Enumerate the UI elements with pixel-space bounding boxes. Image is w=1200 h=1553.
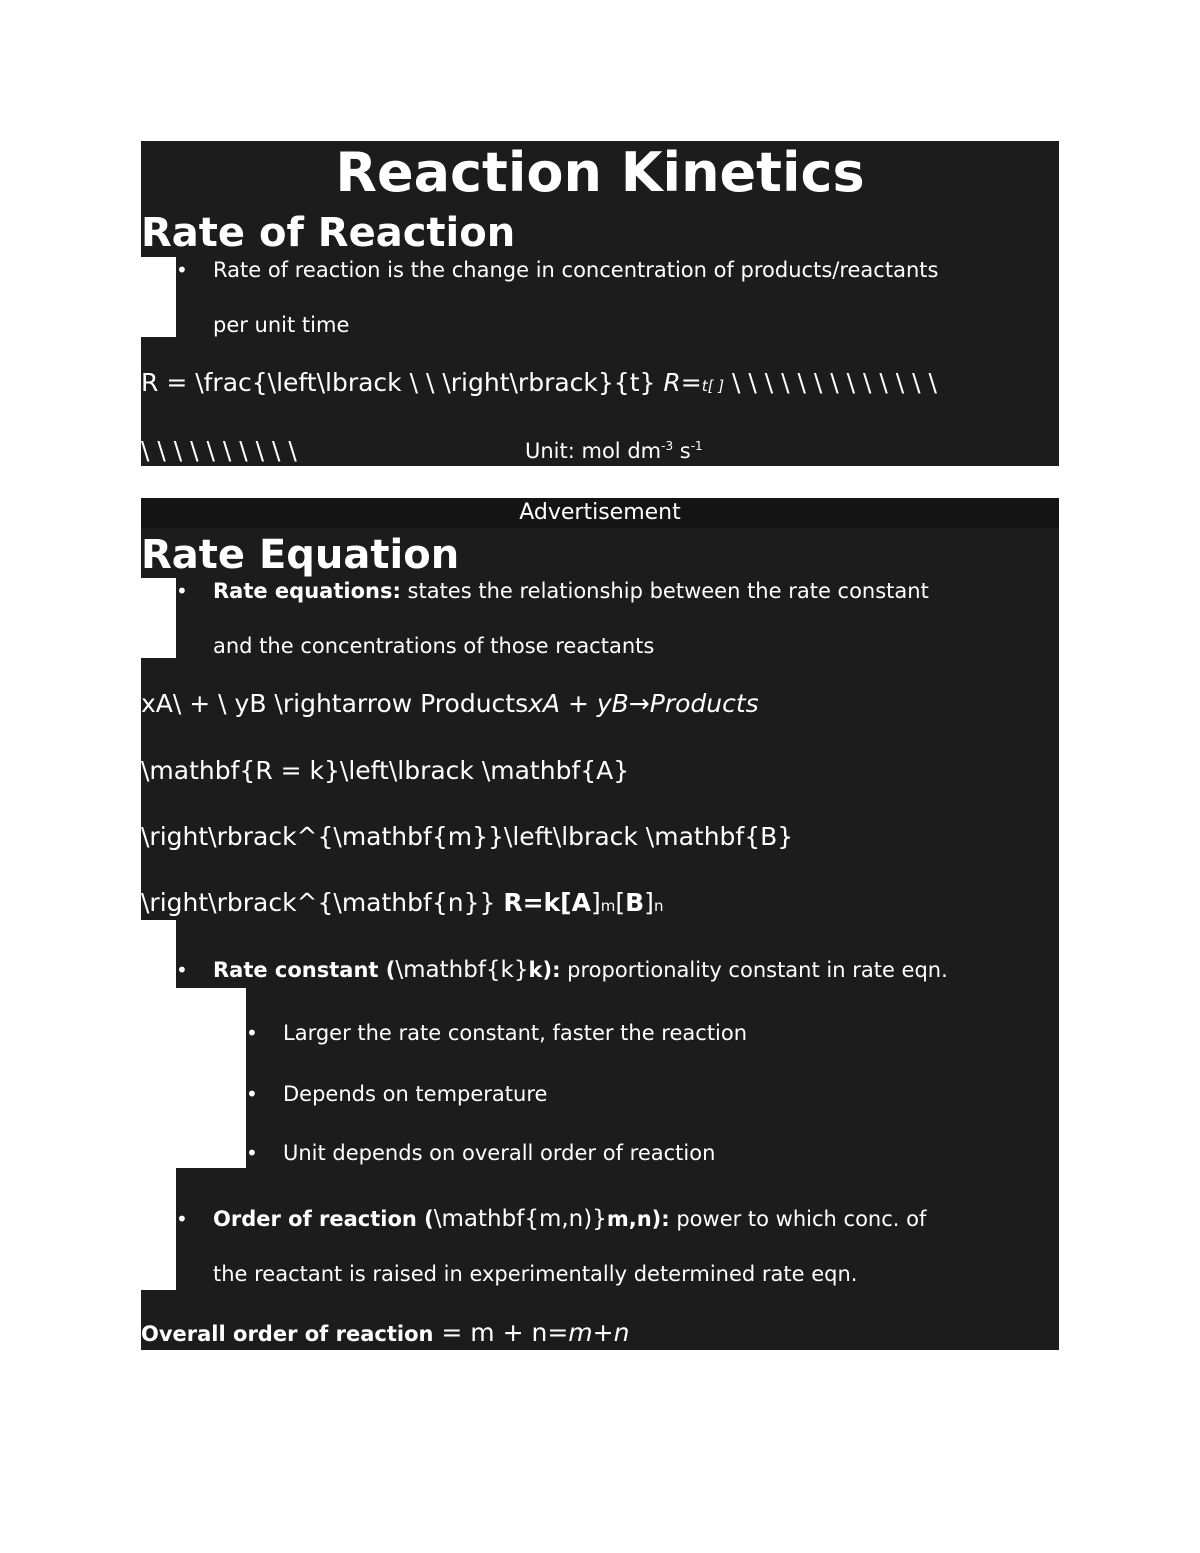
term-order: Order of reaction (	[213, 1207, 434, 1231]
indent-block	[141, 920, 176, 988]
bullet-rate-line2: per unit time	[213, 313, 350, 337]
rate-law-bracket2: [	[615, 888, 626, 917]
bullet-icon: •	[246, 1082, 258, 1106]
def-order: power to which conc. of	[669, 1207, 927, 1231]
reaction-equation-raw: xA\ + \ yB \rightarrow Products	[141, 689, 529, 718]
rate-law-bracket: ]	[590, 888, 601, 917]
rate-law-R: R=k[	[503, 888, 572, 917]
term-rate-constant-k: k):	[528, 958, 561, 982]
bullet-icon: •	[176, 1207, 188, 1231]
reaction-equation-rendered: xA + yB→Products	[528, 689, 759, 718]
indent-block	[141, 578, 176, 658]
indent-block	[141, 257, 176, 337]
rate-constant-raw: \mathbf{k}	[395, 957, 529, 983]
rate-law-n: n	[653, 897, 664, 915]
bullet-rate-constant	[213, 956, 948, 984]
bullet-icon: •	[246, 1141, 258, 1165]
unit-s: s	[673, 439, 691, 463]
section-rate-equation	[141, 498, 1059, 1350]
bullet-icon: •	[176, 258, 188, 282]
reaction-equation	[141, 688, 759, 720]
term-rate-constant: Rate constant (	[213, 958, 396, 982]
rate-law-line1: \mathbf{R = k}\left\lbrack \mathbf{A}	[141, 756, 630, 785]
unit-label	[525, 437, 703, 465]
sub-bullet-3: Unit depends on overall order of reaction	[283, 1141, 716, 1165]
section-rate-of-reaction	[141, 141, 1059, 466]
rate-law-A: A	[571, 888, 591, 917]
def-rate-equations: states the relationship between the rate constant	[400, 579, 929, 603]
term-rate-equations: Rate equations:	[213, 579, 401, 603]
rate-law-m: m	[600, 897, 616, 915]
overall-order	[141, 1319, 629, 1348]
rate-law-line3	[141, 887, 663, 922]
rate-equation-slashes: \ \ \ \ \ \ \ \ \ \ \ \ \	[732, 368, 937, 397]
rate-equation-raw: R = \frac{\left\lbrack \ \ \right\rbrack}{t}	[141, 368, 656, 397]
bullet-icon: •	[246, 1021, 258, 1045]
overall-order-eq: = m + n=	[433, 1318, 569, 1347]
advertisement-banner[interactable]: Advertisement	[141, 498, 1059, 528]
bullet-order-line2: the reactant is raised in experimentally determined rate eqn.	[213, 1262, 858, 1286]
bullet-rate-equations-line2: and the concentrations of those reactants	[213, 634, 655, 658]
rate-law-bracket3: ]	[644, 888, 654, 917]
heading-rate-of-reaction: Rate of Reaction	[141, 210, 516, 256]
sub-bullet-1: Larger the rate constant, faster the reaction	[283, 1021, 748, 1045]
unit-exp-s: -1	[690, 439, 703, 453]
order-raw: \mathbf{m,n)}	[433, 1206, 607, 1232]
indent-block	[141, 1168, 176, 1290]
rate-equation-equals: =	[680, 368, 702, 397]
rate-equation-t: t[ ]	[701, 377, 725, 395]
term-order-mn: m,n):	[606, 1207, 670, 1231]
rate-law-line2: \right\rbrack^{\mathbf{m}}\left\lbrack \mathbf{B}	[141, 822, 794, 851]
def-rate-constant: proportionality constant in rate eqn.	[560, 958, 948, 982]
overall-order-rendered: m+n	[568, 1318, 630, 1347]
bullet-order-of-reaction	[213, 1205, 926, 1233]
rate-equation-R: R	[663, 368, 681, 397]
page-title: Reaction Kinetics	[335, 141, 865, 204]
unit-exp-dm: -3	[661, 439, 674, 453]
bullet-rate-equations	[213, 577, 929, 605]
rate-equation-slashes-2: \ \ \ \ \ \ \ \ \ \	[141, 436, 297, 465]
heading-rate-equation: Rate Equation	[141, 532, 460, 578]
rate-law-raw: \right\rbrack^{\mathbf{n}}	[141, 888, 496, 917]
indent-block	[141, 988, 246, 1168]
bullet-rate-line1: Rate of reaction is the change in concentration of products/reactants	[213, 258, 939, 282]
bullet-icon: •	[176, 958, 188, 982]
rate-law-B: B	[625, 888, 645, 917]
unit-text: Unit: mol dm	[525, 439, 662, 463]
bullet-icon: •	[176, 579, 188, 603]
rate-equation	[141, 367, 937, 402]
term-overall-order: Overall order of reaction	[141, 1322, 434, 1346]
sub-bullet-2: Depends on temperature	[283, 1082, 548, 1106]
